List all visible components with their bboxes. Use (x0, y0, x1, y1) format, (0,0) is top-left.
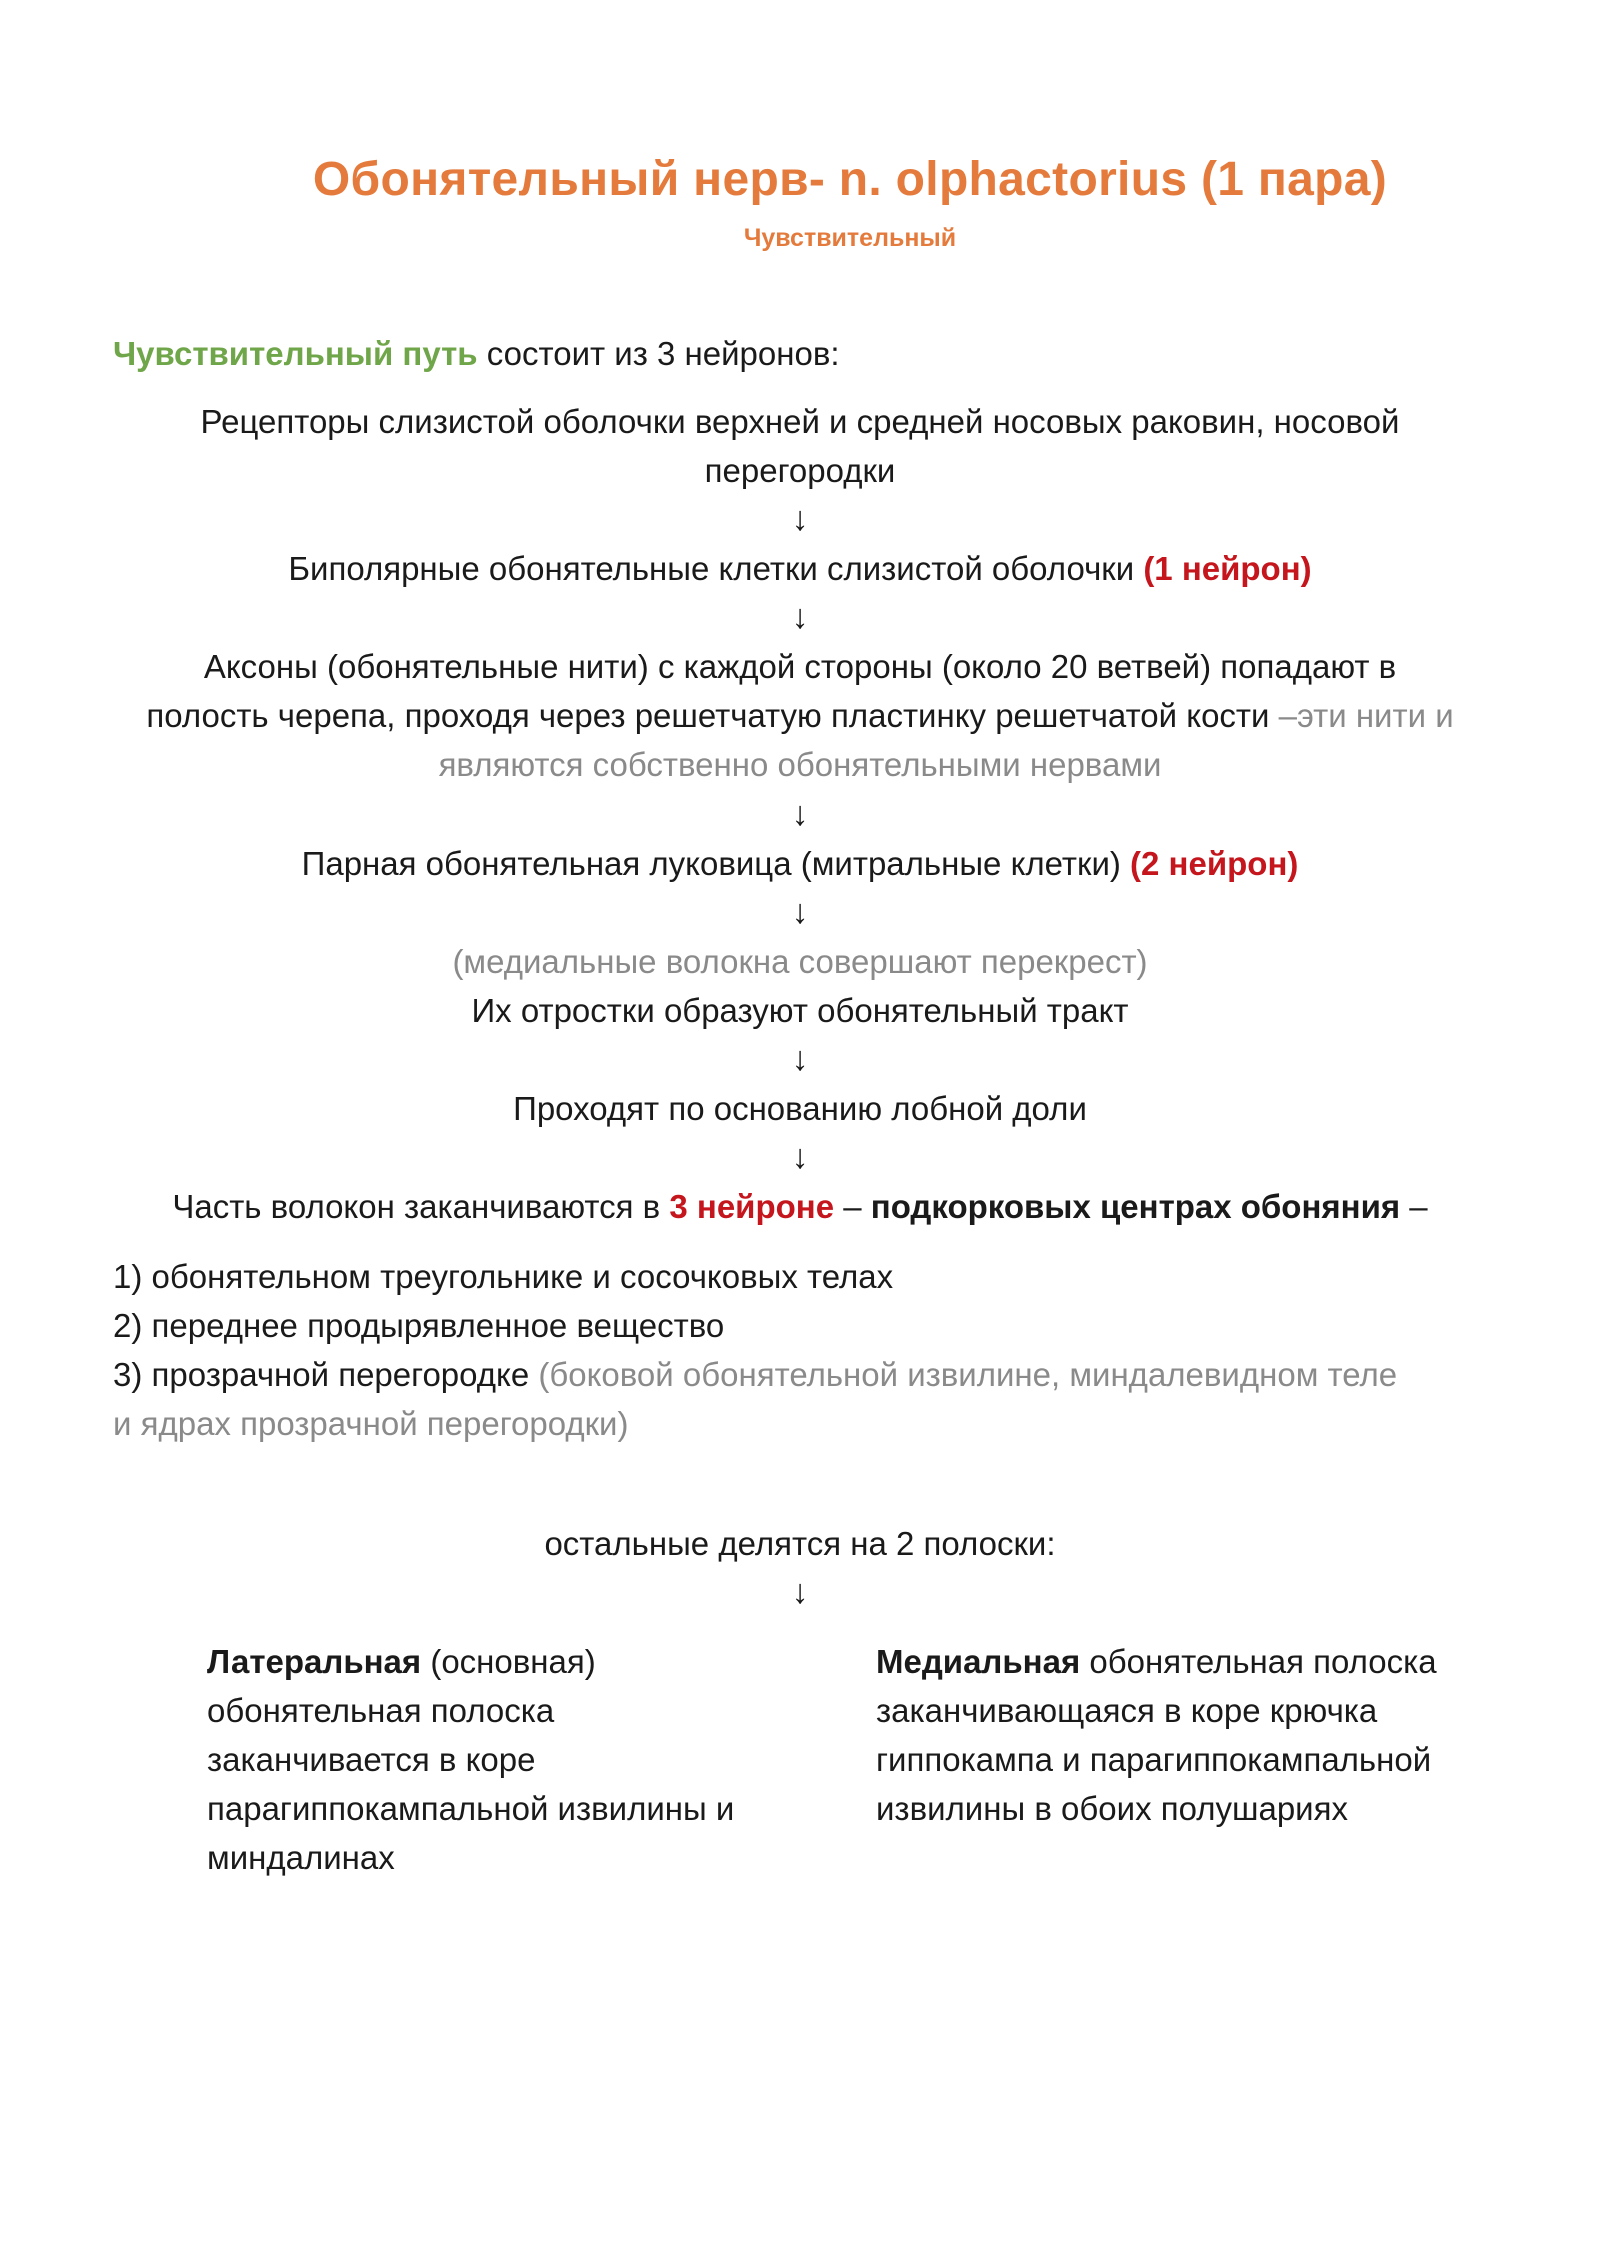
down-arrow-icon: ↓ (791, 1138, 809, 1176)
medial-heading: Медиальная (876, 1643, 1081, 1680)
lateral-line-5: миндалинах (207, 1839, 395, 1876)
list-item-note-continued: и ядрах прозрачной перегородки) (113, 1405, 629, 1442)
medial-line-1-rest: обонятельная полоска (1080, 1643, 1437, 1680)
down-arrow-icon: ↓ (791, 500, 809, 538)
part-text: Часть волокон заканчиваются в (172, 1188, 670, 1225)
list-item: 1) обонятельном треугольнике и сосочковых телах (113, 1258, 894, 1295)
crossing-note: (медиальные волокна совершают перекрест) (452, 943, 1148, 980)
lateral-line-2: обонятельная полоска (207, 1692, 555, 1729)
bulb-line (0, 839, 1600, 888)
medial-stripe-block (876, 1637, 1536, 1833)
axons-note-line-3: являются собственно обонятельными нервами (438, 746, 1162, 783)
axons-text: полость черепа, проходя через решетчатую пластинку решетчатой кости (146, 697, 1279, 734)
frontal-line: Проходят по основанию лобной доли (513, 1090, 1087, 1127)
medial-line-3: гиппокампа и парагиппокампальной (876, 1741, 1432, 1778)
list-item-text: 3) прозрачной перегородке (113, 1356, 539, 1393)
down-arrow-icon: ↓ (791, 893, 809, 931)
split-line: остальные делятся на 2 полоски: (544, 1525, 1056, 1562)
bipolar-line (0, 544, 1600, 593)
receptors-line-1: Рецепторы слизистой оболочки верхней и средней носовых раковин, носовой (200, 403, 1400, 440)
down-arrow-icon: ↓ (791, 795, 809, 833)
bulb-neuron-label: (2 нейрон) (1130, 845, 1299, 882)
intro-line (113, 329, 1513, 378)
lateral-line-3: заканчивается в коре (207, 1741, 536, 1778)
tract-line: Их отростки образуют обонятельный тракт (471, 992, 1129, 1029)
intro-rest: состоит из 3 нейронов: (477, 335, 840, 372)
part-end: – (1400, 1188, 1428, 1225)
axons-note: –эти нити и (1278, 697, 1454, 734)
lateral-stripe-block (207, 1637, 807, 1882)
down-arrow-icon: ↓ (791, 1040, 809, 1078)
lateral-heading: Латеральная (207, 1643, 422, 1680)
page-title: Обонятельный нерв- n. olphactorius (1 пара) (312, 153, 1388, 206)
lateral-line-4: парагиппокампальной извилины и (207, 1790, 735, 1827)
lateral-line-1 (207, 1637, 807, 1686)
page-subtitle: Чувствительный (743, 224, 957, 252)
part-dash: – (834, 1188, 871, 1225)
medial-line-2: заканчивающаяся в коре крючка (876, 1692, 1378, 1729)
part-neuron-label: 3 нейроне (669, 1188, 835, 1225)
medial-line-4: извилины в обоих полушариях (876, 1790, 1348, 1827)
part-fibers-line (0, 1182, 1600, 1231)
part-centers: подкорковых центрах обоняния (870, 1188, 1401, 1225)
bipolar-text: Биполярные обонятельные клетки слизистой оболочки (288, 550, 1144, 587)
list-item (113, 1350, 1513, 1399)
down-arrow-icon: ↓ (791, 598, 809, 636)
list-item: 2) переднее продырявленное вещество (113, 1307, 725, 1344)
lateral-line-1-rest: (основная) (421, 1643, 596, 1680)
bipolar-neuron-label: (1 нейрон) (1143, 550, 1312, 587)
axons-line-1: Аксоны (обонятельные нити) с каждой стороны (около 20 ветвей) попадают в (203, 648, 1397, 685)
list-item-note: (боковой обонятельной извилине, миндалевидном теле (538, 1356, 1398, 1393)
medial-line-1 (876, 1637, 1536, 1686)
axons-line-2 (0, 691, 1600, 740)
intro-highlight: Чувствительный путь (113, 335, 478, 372)
bulb-text: Парная обонятельная луковица (митральные клетки) (301, 845, 1131, 882)
receptors-line-2: перегородки (704, 452, 896, 489)
down-arrow-icon: ↓ (791, 1573, 809, 1611)
